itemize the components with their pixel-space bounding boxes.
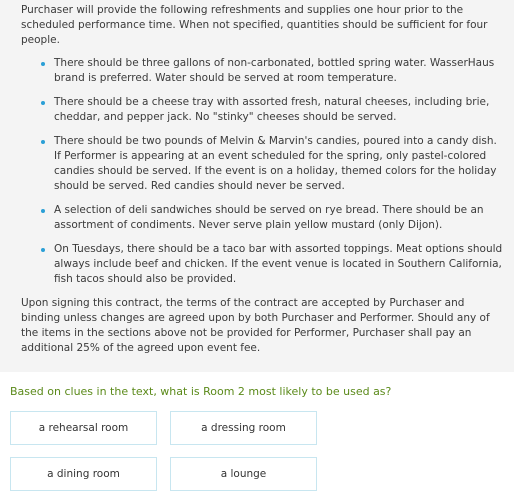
question-prompt: Based on clues in the text, what is Room 2 most likely to be used as?: [10, 385, 392, 398]
list-item: [41, 56, 504, 86]
choice-rehearsal-room-button[interactable]: a rehearsal room: [10, 411, 157, 445]
passage-intro: Purchaser will provide the following refreshments and supplies one hour prior to the scheduled performance time. When not specified, quantities should be sufficient for four people.: [21, 4, 488, 46]
list-item-text: There should be a cheese tray with assorted fresh, natural cheeses, including brie, cheddar, and pepper jack. No "stinky" cheeses should be served.: [54, 96, 490, 123]
list-item: [41, 203, 504, 233]
bullet-icon: [41, 62, 45, 66]
list-item-text: There should be two pounds of Melvin & Marvin's candies, poured into a candy dish. If Performer is appearing at an event scheduled for the spring, only pastel-colored candies should be served. If the event is on a holiday, themed colors for the holiday should be served. Red candies should never be served.: [54, 135, 497, 192]
choice-lounge-button[interactable]: a lounge: [170, 457, 317, 491]
list-item: [41, 95, 504, 125]
bullet-icon: [41, 248, 45, 252]
passage-closing: Upon signing this contract, the terms of the contract are accepted by Purchaser and binding unless changes are agreed upon by both Purchaser and Performer. Should any of the items in the sections above not be provided for Performer, Purchaser shall pay an additional 25% of the agreed upon event fee.: [21, 297, 490, 354]
list-item-text: On Tuesdays, there should be a taco bar with assorted toppings. Meat options should always include beef and chicken. If the event venue is located in Southern California, fish tacos should also be provided.: [54, 243, 503, 285]
bullet-icon: [41, 209, 45, 213]
choice-dining-room-button[interactable]: a dining room: [10, 457, 157, 491]
refreshment-list: [21, 56, 504, 287]
bullet-icon: [41, 101, 45, 105]
list-item-text: There should be three gallons of non-carbonated, bottled spring water. WasserHaus brand is preferred. Water should be served at room temperature.: [54, 57, 495, 84]
list-item-text: A selection of deli sandwiches should be served on rye bread. There should be an assortment of condiments. Never serve plain yellow mustard (only Dijon).: [54, 204, 484, 231]
bullet-icon: [41, 140, 45, 144]
list-item: [41, 242, 504, 287]
list-item: [41, 134, 504, 194]
choice-dressing-room-button[interactable]: a dressing room: [170, 411, 317, 445]
